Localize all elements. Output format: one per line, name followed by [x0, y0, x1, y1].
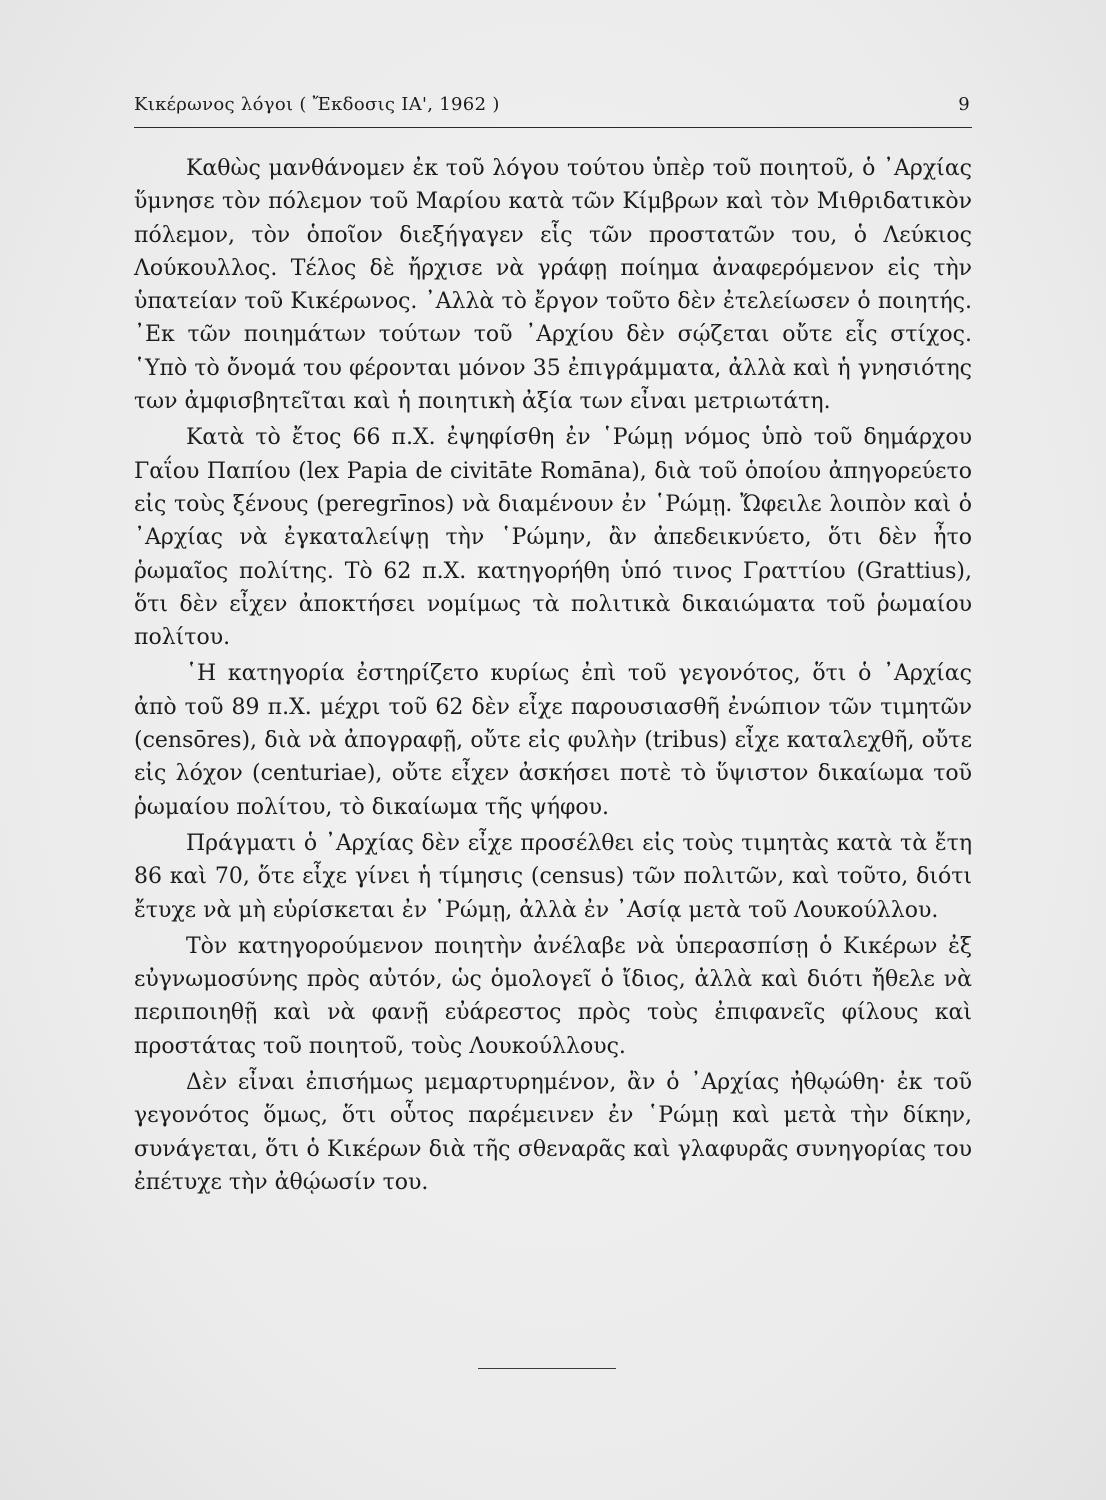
paragraph: ῾Η κατηγορία ἐστηρίζετο κυρίως ἐπὶ τοῦ γεγονότος, ὅτι ὁ ᾽Αρχίας ἀπὸ τοῦ 89 π.Χ. μέχρι τοῦ 62 δὲν εἶχε παρουσιασθῆ ἐνώπιον τῶν τιμητῶν (censōres), διὰ νὰ ἀπογραφῇ, οὔτε εἰς φυλὴν (tribus) εἶχε καταλεχθῆ, οὔτε εἰς λόχον (centuriae), οὔτε εἶχεν ἀσκήσει ποτὲ τὸ ὕψιστον δικαίωμα τοῦ ῥωμαίου πολίτου, τὸ δικαίωμα τῆς ψήφου.	[134, 661, 972, 820]
paragraph: Δὲν εἶναι ἐπισήμως μεμαρτυρημένον, ἂν ὁ ᾽Αρχίας ἠθῳώθη· ἐκ τοῦ γεγονότος ὅμως, ὅτι οὗτος παρέμεινεν ἐν ῾Ρώμῃ καὶ μετὰ τὴν δίκην, συνάγεται, ὅτι ὁ Κικέρων διὰ τῆς σθεναρᾶς καὶ γλαφυρᾶς συνηγορίας του ἐπέτυχε τὴν ἀθῴωσίν του.	[134, 1070, 972, 1195]
page-number: 9	[958, 94, 970, 115]
page-header	[134, 94, 970, 120]
running-title: Κικέρωνος λόγοι ( Ἔκδοσις ΙΑ', 1962 )	[134, 94, 500, 115]
header-rule	[134, 127, 972, 128]
end-divider	[478, 1368, 616, 1369]
paragraph: Κατὰ τὸ ἔτος 66 π.Χ. ἐψηφίσθη ἐν ῾Ρώμῃ νόμος ὑπὸ τοῦ δημάρχου Γαΐου Παπίου (lex Papia de civitāte Romāna), διὰ τοῦ ὁποίου ἀπηγορεύετο εἰς τοὺς ξένους (peregrīnos) νὰ διαμένουν ἐν ῾Ρώμῃ. Ὤφειλε λοιπὸν καὶ ὁ ᾽Αρχίας νὰ ἐγκαταλείψῃ τὴν ῾Ρώμην, ἂν ἀπεδεικνύετο, ὅτι δὲν ἦτο ῥωμαῖος πολίτης. Τὸ 62 π.Χ. κατηγορήθη ὑπό τινος Γραττίου (Grattius), ὅτι δὲν εἶχεν ἀποκτήσει νομίμως τὰ πολιτικὰ δικαιώματα τοῦ ῥωμαίου πολίτου.	[134, 425, 972, 651]
paragraph: Καθὼς μανθάνομεν ἐκ τοῦ λόγου τούτου ὑπὲρ τοῦ ποιητοῦ, ὁ ᾽Αρχίας ὕμνησε τὸν πόλεμον τοῦ Μαρίου κατὰ τῶν Κίμβρων καὶ τὸν Μιθριδατικὸν πόλεμον, τὸν ὁποῖον διεξήγαγεν εἷς τῶν προστατῶν του, ὁ Λεύκιος Λούκουλλος. Τέλος δὲ ἤρχισε νὰ γράφῃ ποίημα ἀναφερόμενον εἰς τὴν ὑπατείαν τοῦ Κικέρωνος. ᾽Αλλὰ τὸ ἔργον τοῦτο δὲν ἐτελείωσεν ὁ ποιητής. ᾽Εκ τῶν ποιημάτων τούτων τοῦ ᾽Αρχίου δὲν σῴζεται οὔτε εἷς στίχος. ῾Υπὸ τὸ ὄνομά του φέρονται μόνον 35 ἐπιγράμματα, ἀλλὰ καὶ ἡ γνησιότης των ἀμφισβητεῖται καὶ ἡ ποιητικὴ ἀξία των εἶναι μετριωτάτη.	[134, 156, 972, 415]
body-text	[134, 152, 972, 1202]
paragraph: Τὸν κατηγορούμενον ποιητὴν ἀνέλαβε νὰ ὑπερασπίσῃ ὁ Κικέρων ἐξ εὐγνωμοσύνης πρὸς αὐτόν, ὡς ὁμολογεῖ ὁ ἴδιος, ἀλλὰ καὶ διότι ἤθελε νὰ περιποιηθῇ καὶ νὰ φανῇ εὐάρεστος πρὸς τοὺς ἐπιφανεῖς φίλους καὶ προστάτας τοῦ ποιητοῦ, τοὺς Λουκούλλους.	[134, 933, 972, 1059]
paragraph: Πράγματι ὁ ᾽Αρχίας δὲν εἶχε προσέλθει εἰς τοὺς τιμητὰς κατὰ τὰ ἔτη 86 καὶ 70, ὅτε εἶχε γίνει ἡ τίμησις (census) τῶν πολιτῶν, καὶ τοῦτο, διότι ἔτυχε νὰ μὴ εὑρίσκεται ἐν ῾Ρώμῃ, ἀλλὰ ἐν ᾽Ασίᾳ μετὰ τοῦ Λουκούλλου.	[134, 830, 972, 923]
